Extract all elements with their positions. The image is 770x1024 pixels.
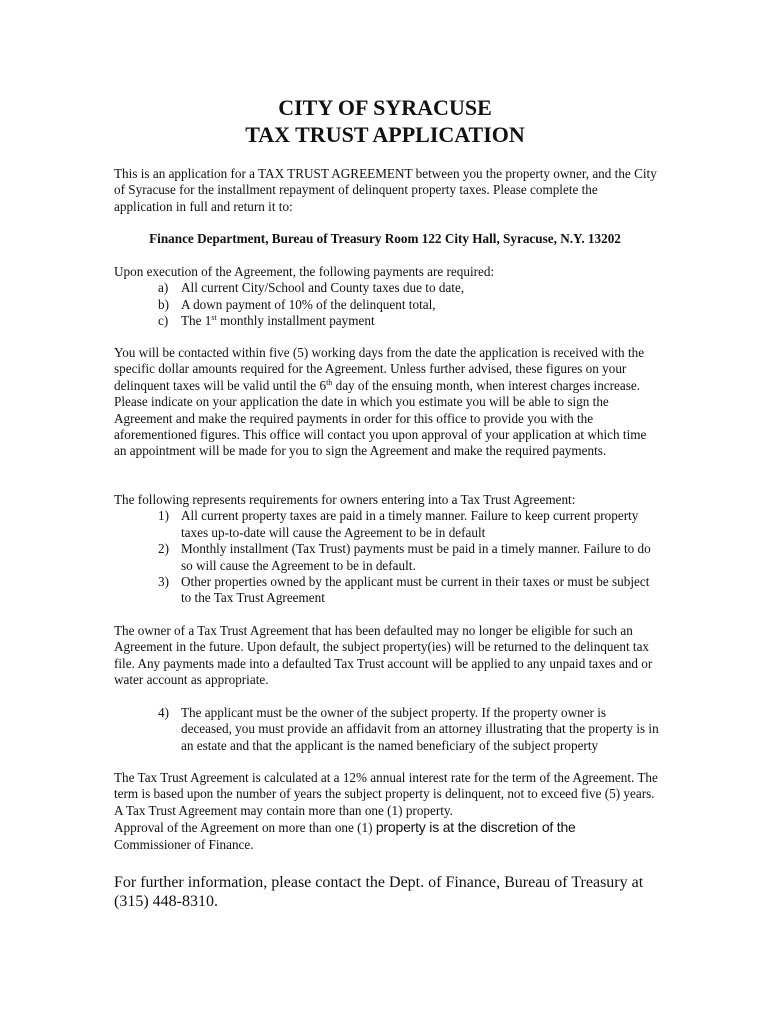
requirement-item-2: [114, 541, 659, 574]
list-marker: 1): [158, 508, 169, 524]
payment-item-a: [114, 280, 659, 296]
interest-text-2b: property is at the discretion of the: [375, 819, 576, 836]
default-paragraph: The owner of a Tax Trust Agreement that has been defaulted may no longer be eligible for such an Agreement in the future. Upon default, the subject property(ies) will be returned to the delinquent tax file. Any payments made into a defaulted Tax Trust account will be applied to any unpaid taxes and or water account as appropriate.: [114, 623, 653, 688]
interest-text-2a: Approval of the Agreement on more than one (1): [114, 820, 376, 836]
payment-item-c: [114, 313, 659, 329]
requirement-item-4: [114, 705, 659, 754]
requirements-section: [114, 492, 659, 607]
list-item-text-post: monthly installment payment: [216, 313, 375, 329]
requirements-heading: The following represents requirements for owners entering into a Tax Trust Agreement:: [114, 492, 576, 507]
contact-paragraph: [114, 345, 659, 460]
list-marker: a): [158, 280, 169, 296]
requirement-item-4-row: [114, 705, 659, 754]
title-city: CITY OF SYRACUSE: [278, 95, 492, 120]
requirement-item-3: [114, 574, 659, 607]
list-item-text: All current City/School and County taxes due to date,: [181, 280, 465, 296]
list-item-text: Other properties owned by the applicant must be current in their taxes or must be subject to the Tax Trust Agreement: [181, 574, 650, 606]
list-marker: 4): [158, 705, 169, 720]
payments-heading: Upon execution of the Agreement, the following payments are required:: [114, 264, 495, 279]
payment-item-b: [114, 297, 659, 313]
interest-text-1: The Tax Trust Agreement is calculated at a 12% annual interest rate for the term of the Agreement. The term is based upon the number of years the subject property is delinquent, not to exceed five (5) years. A Tax Trust Agreement may contain more than one (1) property.: [114, 770, 658, 818]
final-contact: For further information, please contact the Dept. of Finance, Bureau of Treasury at (315) 448-8310.: [114, 874, 644, 910]
return-address: Finance Department, Bureau of Treasury Room 122 City Hall, Syracuse, N.Y. 13202: [149, 231, 621, 246]
interest-text-2: [114, 819, 662, 836]
payments-section: [114, 264, 659, 330]
list-marker: c): [158, 313, 169, 329]
contact-text-1: You will be contacted within five (5) working days from the date the application is received with the specific dollar amounts required for the Agreement. Unless further advised, these figures on your delinquent taxes will be valid until the 6: [114, 345, 645, 393]
list-marker: 3): [158, 574, 169, 590]
ordinal-suffix: st: [211, 313, 217, 323]
interest-paragraph: [114, 770, 662, 853]
title-application: TAX TRUST APPLICATION: [245, 122, 525, 147]
list-marker: b): [158, 296, 169, 312]
requirement-item-1: [114, 508, 659, 541]
list-item-text: The applicant must be the owner of the subject property. If the property owner is deceased, you must provide an affidavit from an attorney illustrating that the property is in an estate and that the applicant is the named beneficiary of the subject property: [181, 705, 659, 753]
list-item-text: A down payment of 10% of the delinquent total,: [181, 296, 436, 312]
list-marker: 2): [158, 541, 169, 557]
ordinal-suffix: th: [326, 377, 333, 387]
contact-text-2: day of the ensuing month, when interest charges increase. Please indicate on your application the date in which you estimate you will be able to sign the Agreement and make the required payments in order for this office to provide you with the aforementioned figures. This office will contact you upon approval of your application at which time an appointment will be made for you to sign the Agreement and make the required payments.: [114, 377, 647, 459]
list-item-text: All current property taxes are paid in a timely manner. Failure to keep current property taxes up-to-date will cause the Agreement to be in default: [181, 508, 639, 540]
interest-text-3: Commissioner of Finance.: [114, 837, 254, 853]
list-item-text: Monthly installment (Tax Trust) payments must be paid in a timely manner. Failure to do so will cause the Agreement to be in default.: [181, 541, 651, 573]
list-item-text-pre: The 1: [181, 313, 212, 329]
intro-paragraph: This is an application for a TAX TRUST AGREEMENT between you the property owner, and the City of Syracuse for the installment repayment of delinquent property taxes. Please complete the application in full and return it to:: [114, 166, 657, 214]
